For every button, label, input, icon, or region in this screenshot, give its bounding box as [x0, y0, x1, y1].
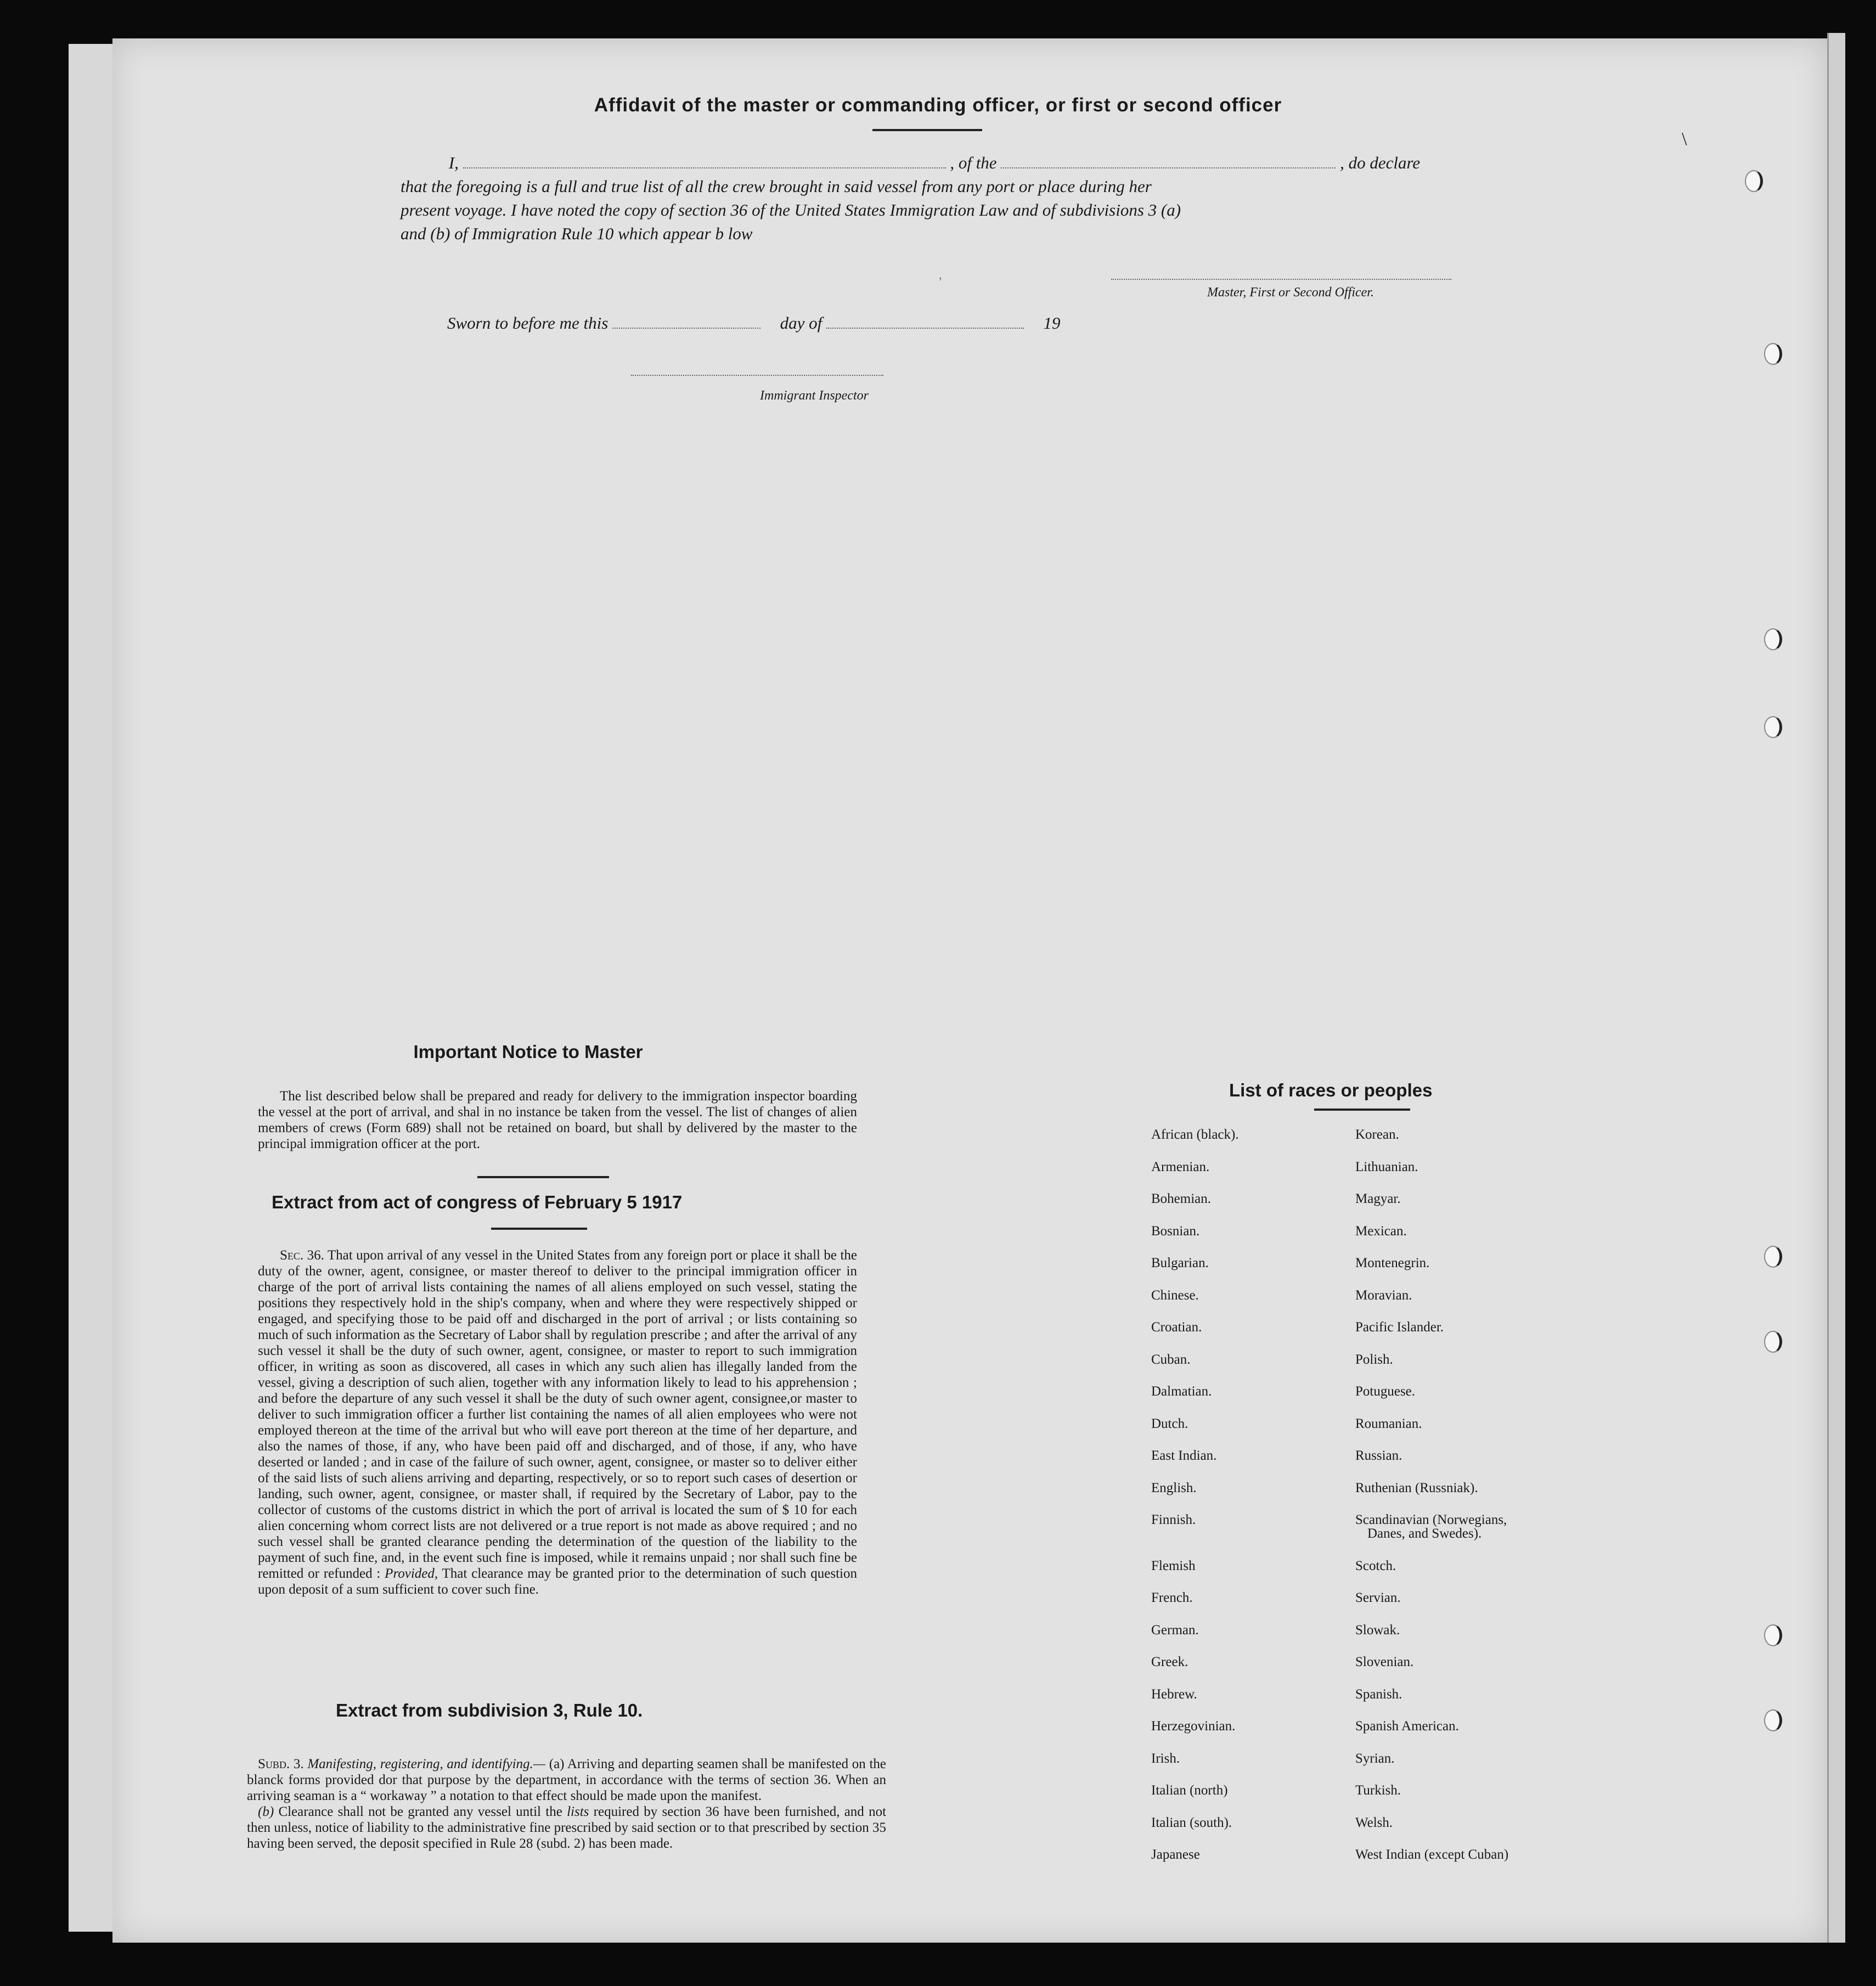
race-item: Irish. — [1151, 1751, 1180, 1766]
race-item: African (black). — [1151, 1127, 1239, 1142]
notice-body: The list described below shall be prepared and ready for delivery to the immigration inspector boarding the vessel at the port of arrival, and shal in no instance be taken from the vessel. The list of changes of alien members of crews (Form 689) shall not be retained on board, but shall by delivered by the master to the principal immigration officer at the port. — [258, 1089, 857, 1151]
race-item: English. — [1151, 1481, 1197, 1495]
affidavit-of-the-label: , of the — [950, 153, 997, 172]
race-item: Bosnian. — [1151, 1224, 1200, 1239]
race-item: Pacific Islander. — [1355, 1320, 1444, 1335]
subd-para-b-1: Clearance shall not be granted any vessel until the — [278, 1804, 562, 1819]
affidavit-declare-label: , do declare — [1340, 153, 1421, 172]
subd-para-b-2: required by section 36 have been furnished, and not then unless, notice of liability to the administrative fine prescribed by said section or to that prescribed by section 35 having been served, the deposit specified in Rule 28 (subd. 2) has been made. — [247, 1804, 887, 1851]
affidavit-line-3: present voyage. I have noted the copy of section 36 of the United States Immigration Law and of subdivisions 3 (a) — [401, 200, 1181, 220]
race-item: Herzegovinian. — [1151, 1719, 1236, 1734]
race-item: Servian. — [1355, 1590, 1401, 1605]
race-item: Greek. — [1151, 1655, 1188, 1669]
affidavit-line-4: and (b) of Immigration Rule 10 which appear b low — [401, 224, 753, 243]
binder-hole-icon — [1764, 1624, 1782, 1646]
binder-hole-icon — [1764, 716, 1782, 738]
extract-rule-title: Extract from subdivision 3, Rule 10. — [336, 1700, 643, 1720]
inspector-label: Immigrant Inspector — [760, 389, 869, 403]
extract-rule-body — [247, 1756, 886, 1852]
signature-label: Master, First or Second Officer. — [1207, 285, 1374, 300]
binder-hole-icon — [1764, 1246, 1782, 1268]
extract-act-body — [258, 1247, 857, 1597]
race-item: Lithuanian. — [1355, 1160, 1418, 1174]
binder-hole-icon — [1764, 1331, 1782, 1353]
race-item: Armenian. — [1151, 1160, 1210, 1174]
race-item: Dutch. — [1151, 1416, 1188, 1431]
race-item-continuation: Danes, and Swedes). — [1367, 1526, 1482, 1541]
section-36-tail: That clearance may be granted prior to the determination of such question upon deposit of a sum sufficient to cover such fine. — [258, 1566, 857, 1597]
race-item: Syrian. — [1355, 1751, 1395, 1766]
race-item: Japanese — [1151, 1847, 1200, 1862]
race-item: Mexican. — [1355, 1224, 1407, 1239]
race-item: Welsh. — [1355, 1815, 1393, 1830]
subd-lead: Subd. 3. — [258, 1757, 304, 1771]
race-item: Italian (north) — [1151, 1783, 1228, 1798]
inspector-signature-field[interactable] — [631, 375, 883, 376]
race-item: West Indian (except Cuban) — [1355, 1847, 1509, 1862]
divider — [491, 1228, 587, 1230]
race-item: Cuban. — [1151, 1352, 1191, 1367]
race-item: Bulgarian. — [1151, 1256, 1209, 1270]
provided-label: Provided, — [385, 1566, 438, 1581]
divider — [872, 129, 982, 131]
race-item: Dalmatian. — [1151, 1384, 1212, 1399]
section-36-text: That upon arrival of any vessel in the United States from any foreign port or place it shall be the duty of the owner, agent, consignee, or master thereof to deliver to the principal immigration officer in charge of the port of arrival lists containing the names of all aliens employed on such vessel, stating the positions they respectively hold in the ship's company, when and where they were respectively shipped or engaged, and specifying those to be paid off and discharged in the port of arrival ; or lists containing so much of such information as the Secretary of Labor shall by regulation prescribe ; and after the arrival of any such vessel it shall be the duty of such owner, agent, consignee, or master to report to such immigration officer, in writing as soon as discovered, all cases in which any such alien has illegally landed from the vessel, giving a description of such alien, together with any information likely to lead to his apprehension ; and before the departure of any such vessel it shall be the duty of such owner agent, consignee,or master to deliver to such immigration officer a further list containing the names of all alien employees who were not employed thereon at the time of the arrival but who will eave port thereon at the time of her departure, and also the names of those, if any, who have been paid off and discharged, and of those, if any, who have deserted or landed ; and in case of the failure of such owner, agent, consignee, or master so to deliver either of the said lists of such aliens arriving and departing, respectively, or so to report such cases of desertion or landing, such owner, agent, consignee, or master shall, if required by the Secretary of Labor, pay to the collector of customs of the customs district in which the port of arrival is located the sum of $ 10 for each alien concerning whom correct lists are not delivered or a true report is not made as above required ; and no such vessel shall be granted clearance pending the determination of the question of the liability to the payment of such fine, and, in the event such fine is imposed, while it remains unpaid ; nor shall such fine be remitted or refunded : — [258, 1248, 858, 1581]
race-item: Spanish. — [1355, 1687, 1402, 1702]
subd-title: Manifesting, registering, and identifying.— — [307, 1757, 546, 1771]
subd-para-a: (a) Arriving and departing seamen shall be manifested on the blanck forms provided dor that purpose by the department, in accordance with the terms of section 36. When an arriving seaman is a “ workaway ” a notation to that effect should be made upon the manifest. — [247, 1757, 887, 1803]
sworn-month-field[interactable] — [826, 328, 1024, 329]
binder-hole-icon — [1745, 170, 1763, 192]
binder-hole-icon — [1764, 628, 1782, 650]
ink-mark: \ — [1682, 129, 1687, 149]
race-item: Italian (south). — [1151, 1815, 1232, 1830]
affidavit-line-1 — [401, 151, 1451, 175]
vessel-field[interactable] — [1001, 167, 1336, 168]
race-item: Roumanian. — [1355, 1416, 1422, 1431]
race-item: Croatian. — [1151, 1320, 1202, 1335]
race-item: German. — [1151, 1623, 1199, 1638]
ink-mark: ’ — [938, 274, 943, 288]
race-item: Hebrew. — [1151, 1687, 1197, 1702]
race-item: Scotch. — [1355, 1559, 1396, 1573]
name-field[interactable] — [463, 167, 946, 168]
notice-title: Important Notice to Master — [413, 1042, 643, 1062]
signature-field[interactable] — [1111, 279, 1451, 280]
race-item: Magyar. — [1355, 1191, 1401, 1206]
right-page-edge — [1827, 33, 1845, 1943]
section-lead: Sec. 36. — [280, 1248, 324, 1263]
races-title: List of races or peoples — [1229, 1080, 1433, 1100]
race-item: Finnish. — [1151, 1512, 1196, 1527]
affidavit-i-label: I, — [448, 153, 459, 172]
race-item: Potuguese. — [1355, 1384, 1416, 1399]
race-item: Polish. — [1355, 1352, 1393, 1367]
race-item: Moravian. — [1355, 1288, 1412, 1303]
race-item: Scandinavian (Norwegians, — [1355, 1512, 1507, 1527]
affidavit-title: Affidavit of the master or commanding officer, or first or second officer — [594, 94, 1282, 116]
subd-para-b-lists: lists — [567, 1804, 589, 1819]
race-item: Russian. — [1355, 1448, 1402, 1463]
race-item: Flemish — [1151, 1559, 1196, 1573]
race-item: Chinese. — [1151, 1288, 1199, 1303]
sworn-line — [447, 311, 1160, 335]
race-item: Bohemian. — [1151, 1191, 1212, 1206]
race-item: Montenegrin. — [1355, 1256, 1430, 1270]
divider — [477, 1176, 609, 1178]
race-item: Ruthenian (Russniak). — [1355, 1481, 1478, 1495]
binder-hole-icon — [1764, 1709, 1782, 1731]
subd-para-b-lead: (b) — [258, 1804, 274, 1819]
race-item: French. — [1151, 1590, 1193, 1605]
binder-hole-icon — [1764, 343, 1782, 365]
race-item: Turkish. — [1355, 1783, 1401, 1798]
race-item: Spanish American. — [1355, 1719, 1459, 1734]
extract-act-title: Extract from act of congress of February 5 1917 — [272, 1192, 683, 1212]
race-item: Korean. — [1355, 1127, 1399, 1142]
sworn-date-field[interactable] — [612, 328, 760, 329]
divider — [1314, 1109, 1410, 1111]
sworn-day-label: day of — [780, 313, 822, 333]
affidavit-line-2: that the foregoing is a full and true list of all the crew brought in said vessel from any port or place during her — [401, 177, 1152, 196]
sworn-year-label: 19 — [1043, 313, 1061, 333]
race-item: Slovenian. — [1355, 1655, 1414, 1669]
race-item: Slowak. — [1355, 1623, 1400, 1638]
race-item: East Indian. — [1151, 1448, 1217, 1463]
sworn-label: Sworn to before me this — [447, 313, 609, 333]
